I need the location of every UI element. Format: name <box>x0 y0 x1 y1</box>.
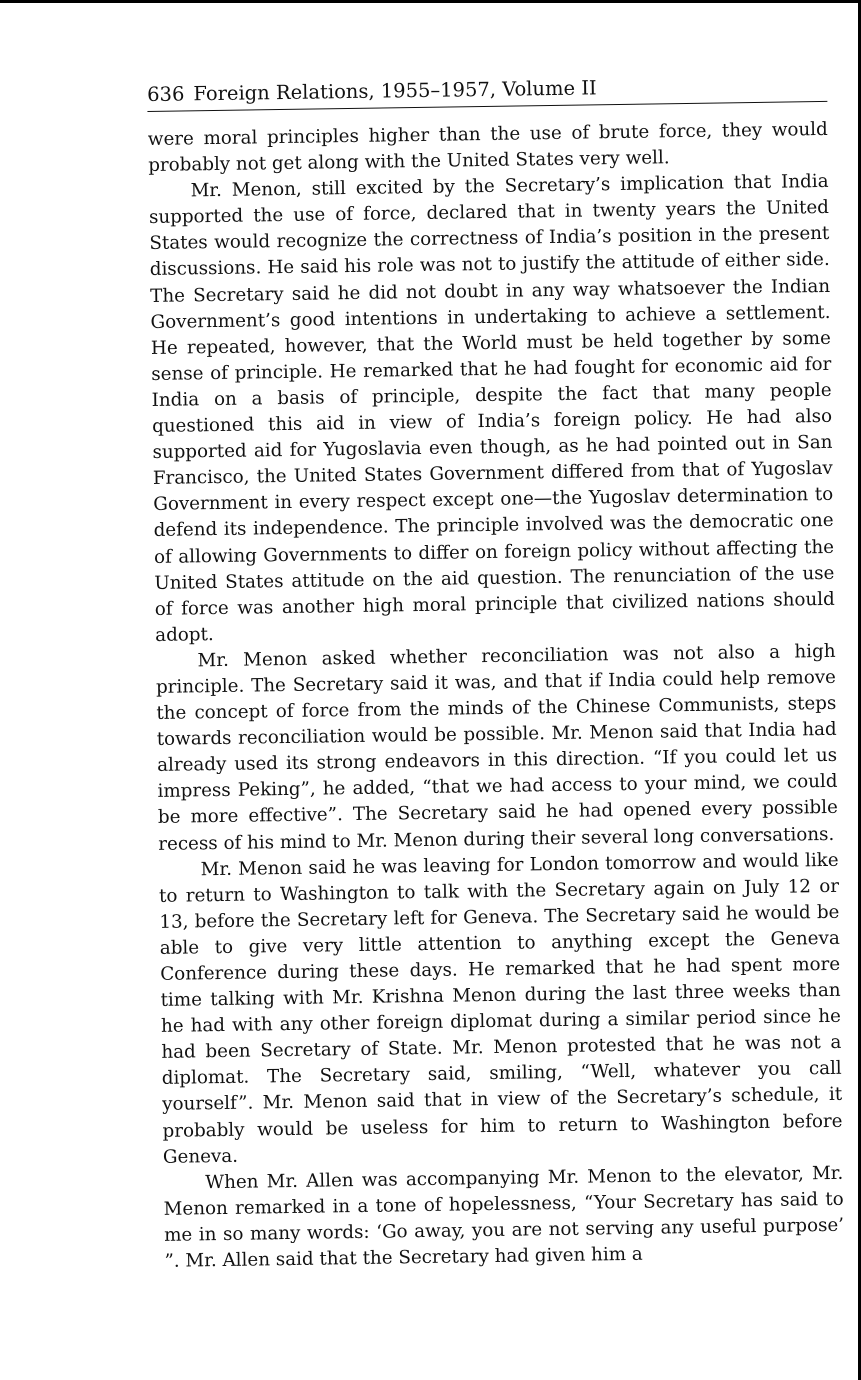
scan-border-top <box>0 0 861 3</box>
page-content <box>147 72 845 1275</box>
paragraph-continued: were moral principles higher than the use of brute force, they would probably not get along with the United States very well. <box>147 118 828 177</box>
body-text <box>148 117 845 1275</box>
paragraph: Mr. Menon said he was leaving for London tomorrow and would like to return to Washington to talk with the Secretary again on July 12 or 13, before the Secretary left for Geneva. The Secretary said he would be able to give very little attention to anything except the Geneva Conference during these days. He remarked that he had spent more time talking with Mr. Krishna Menon during the last three weeks than he had with any other foreign diplomat during a similar period since he had been Secretary of State. Mr. Menon protested that he was not a diplomat. The Secretary said, smiling, “Well, whatever you call yourself”. Mr. Menon said that in view of the Secretary’s schedule, it probably would be useless for him to return to Washington before Geneva. <box>158 849 843 1168</box>
paragraph: Mr. Menon asked whether reconciliation was not also a high principle. The Secretary said it was, and that if India could help remove the concept of force from the minds of the Chinese Communists, steps towards reconciliation would be possible. Mr. Menon said that India had already used its strong endeavors in this direction. “If you could let us impress Peking”, he added, “that we had access to your mind, we could be more effective”. The Secretary said he had opened every possible recess of his mind to Mr. Menon during their several long conversations. <box>155 640 838 855</box>
running-header <box>147 72 827 112</box>
paragraph: Mr. Menon, still excited by the Secretary’s implication that India supported the use of force, declared that in twenty years the United States would recognize the correctness of India’s position in the present discussions. He said his role was not to justify the attitude of either side. The Secretary said he did not doubt in any way whatsoever the Indian Government’s good intentions in undertaking to achieve a settlement. He repeated, however, that the World must be held together by some sense of principle. He remarked that he had fought for economic aid for India on a basis of principle, despite the fact that many people questioned this aid in view of India’s foreign policy. He had also supported aid for Yugoslavia even though, as he had pointed out in San Francisco, the United States Government differed from that of Yugoslav Government in every respect except one—the Yugoslav determination to defend its independence. The principle involved was the democratic one of allowing Governments to differ on foreign policy without affecting the United States attitude on the aid question. The renunciation of the use of force was another high moral principle that civilized nations should adopt. <box>148 171 835 646</box>
paragraph: When Mr. Allen was accompanying Mr. Menon to the elevator, Mr. Menon remarked in a tone of hopelessness, “Your Secretary has said to me in so many words: ‘Go away, you are not serving any useful purpose’ ”. Mr. Allen said that the Secretary had given him a <box>163 1162 845 1272</box>
page-number: 636 <box>147 82 185 106</box>
running-title: Foreign Relations, 1955–1957, Volume II <box>193 76 597 106</box>
